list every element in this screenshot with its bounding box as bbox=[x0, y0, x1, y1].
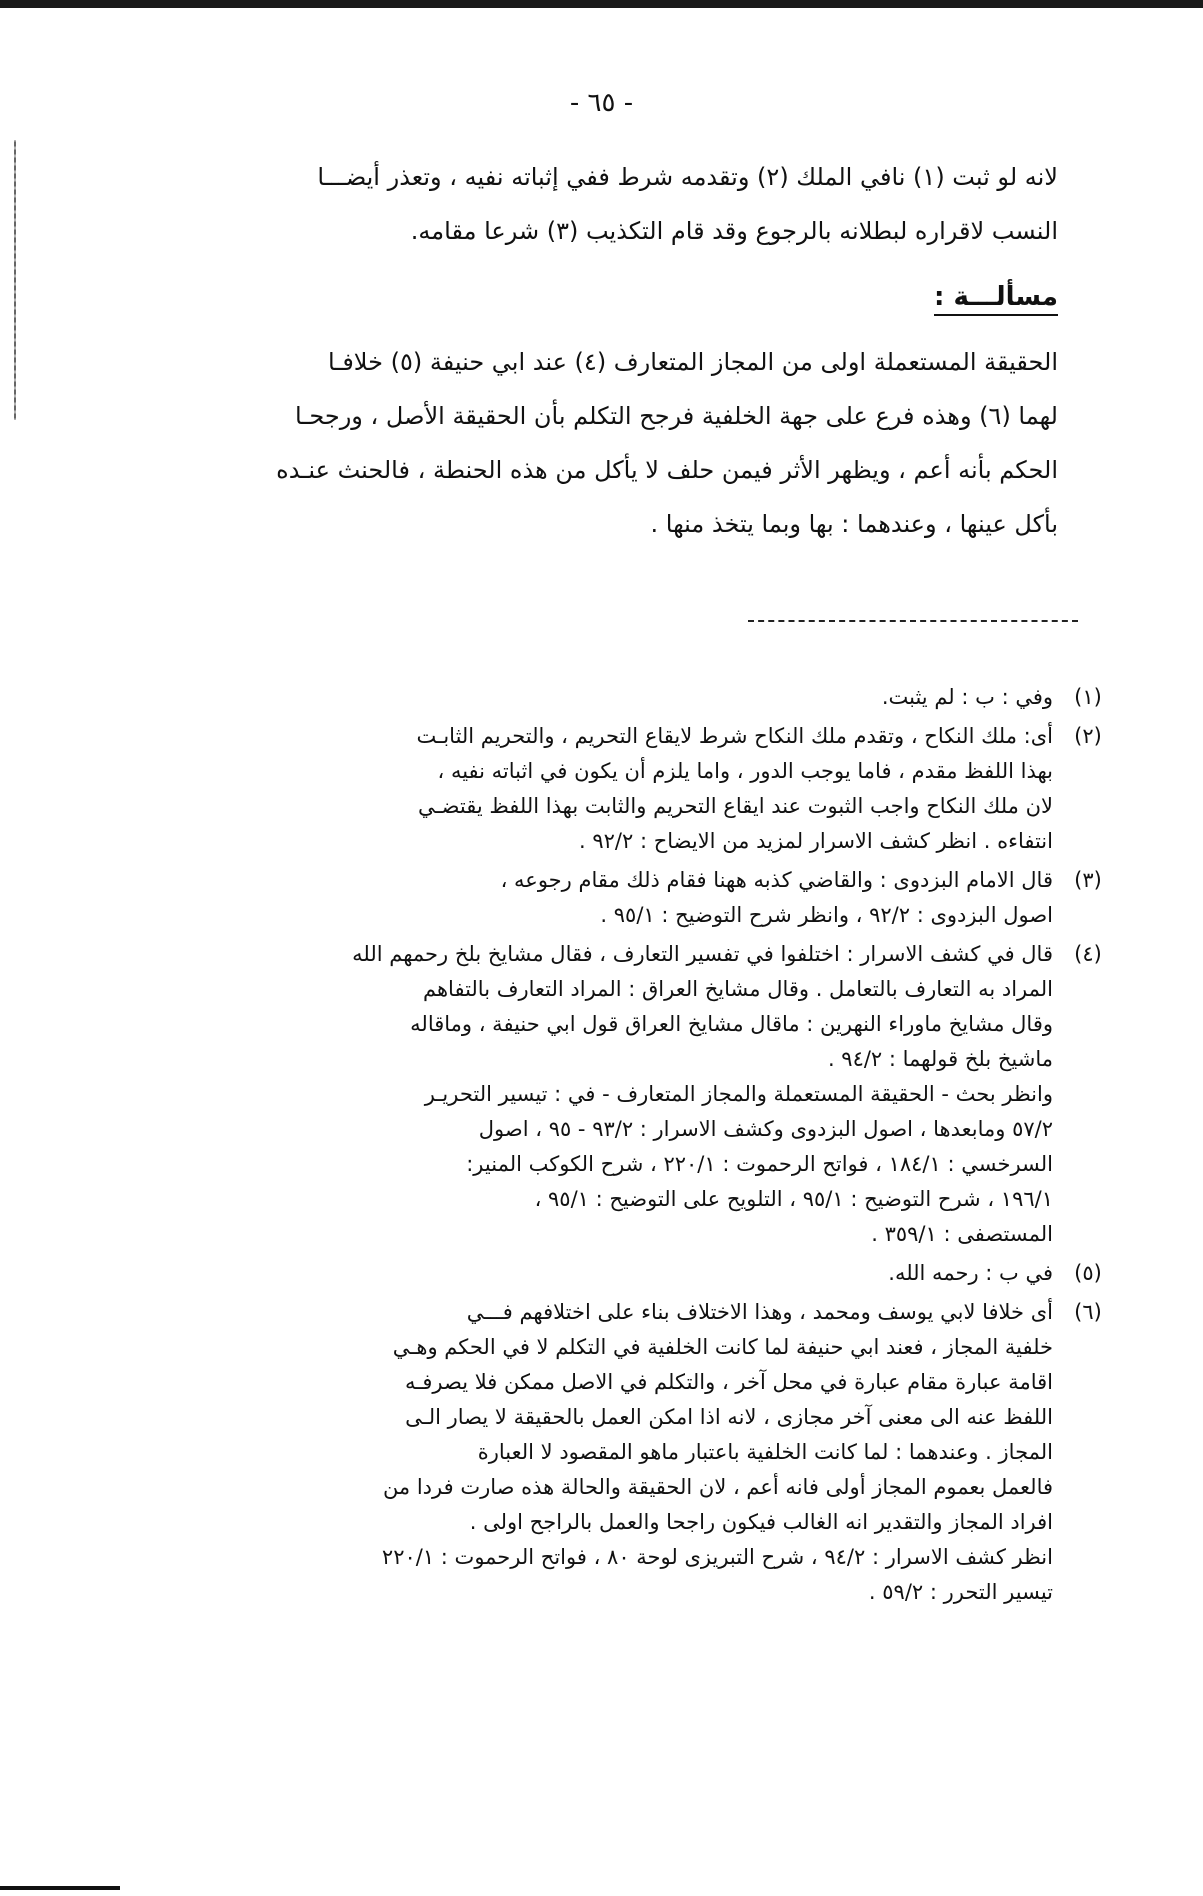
scan-top-border bbox=[0, 0, 1203, 8]
section-line: الحقيقة المستعملة اولى من المجاز المتعارف (٤) عند ابي حنيفة (٥) خلافـا bbox=[327, 348, 1058, 376]
page-number: - ٦٥ - bbox=[569, 88, 634, 118]
footnote-body bbox=[83, 1295, 1053, 1610]
footnote-line: وقال مشايخ ماوراء النهرين : ماقال مشايخ العراق قول ابي حنيفة ، وماقاله bbox=[410, 1012, 1053, 1036]
footnote-line: في ب : رحمه الله. bbox=[888, 1261, 1053, 1285]
footnote-separator bbox=[748, 620, 1078, 622]
footnote-line: أى: ملك النكاح ، وتقدم ملك النكاح شرط لايقاع التحريم ، والتحريم الثابـت bbox=[416, 724, 1053, 748]
section-line: بأكل عينها ، وعندهما : بها وبما يتخذ منها . bbox=[650, 510, 1058, 538]
footnote-line: ماشيخ بلخ قولهما : ٩٤/٢ . bbox=[827, 1047, 1053, 1071]
footnote-3 bbox=[83, 863, 1123, 933]
footnote-body bbox=[83, 719, 1053, 859]
footnote-number: (٦) bbox=[1074, 1300, 1102, 1324]
footnote-body bbox=[83, 1256, 1053, 1291]
intro-line: النسب لاقراره لبطلانه بالرجوع وقد قام التكذيب (٣) شرعا مقامه. bbox=[410, 217, 1058, 245]
footnote-number: (١) bbox=[1074, 685, 1102, 709]
intro-paragraph bbox=[158, 150, 1058, 258]
footnote-line: المجاز . وعندهما : لما كانت الخلفية باعتبار ماهو المقصود لا العبارة bbox=[477, 1440, 1053, 1464]
footnote-line: اصول البزدوى : ٩٢/٢ ، وانظر شرح التوضيح : ٩٥/١ . bbox=[600, 903, 1053, 927]
footnote-line: بهذا اللفظ مقدم ، فاما يوجب الدور ، واما يلزم أن يكون في اثباته نفيه ، bbox=[437, 759, 1053, 783]
footnote-line: انتفاءه . انظر كشف الاسرار لمزيد من الايضاح : ٩٢/٢ . bbox=[578, 829, 1053, 853]
footnote-line: لان ملك النكاح واجب الثبوت عند ايقاع التحريم والثابت بهذا اللفظ يقتضـي bbox=[418, 794, 1053, 818]
section-line: لهما (٦) وهذه فرع على جهة الخلفية فرجح التكلم بأن الحقيقة الأصل ، ورجحـا bbox=[295, 402, 1058, 430]
footnote-line: المراد به التعارف بالتعامل . وقال مشايخ العراق : المراد التعارف بالتفاهم bbox=[423, 977, 1053, 1001]
section-paragraph bbox=[158, 335, 1058, 551]
footnote-line: السرخسي : ١٨٤/١ ، فواتح الرحموت : ٢٢٠/١ ، شرح الكوكب المنير: bbox=[466, 1152, 1053, 1176]
footnote-line: اقامة عبارة مقام عبارة في محل آخر ، والتكلم في الاصل ممكن فلا يصرفـه bbox=[404, 1370, 1053, 1394]
footnote-body bbox=[83, 937, 1053, 1252]
footnote-line: فالعمل بعموم المجاز أولى فانه أعم ، لان الحقيقة والحالة هذه صارت فردا من bbox=[382, 1475, 1053, 1499]
footnote-line: قال الامام البزدوى : والقاضي كذبه ههنا فقام ذلك مقام رجوعه ، bbox=[500, 868, 1053, 892]
footnote-6 bbox=[83, 1295, 1123, 1610]
footnote-number: (٣) bbox=[1074, 868, 1102, 892]
footnote-number: (٢) bbox=[1074, 724, 1102, 748]
footnotes bbox=[83, 680, 1123, 1614]
footnote-line: المستصفى : ٣٥٩/١ . bbox=[871, 1222, 1053, 1246]
intro-line: لانه لو ثبت (١) نافي الملك (٢) وتقدمه شرط ففي إثباته نفيه ، وتعذر أيضـــا bbox=[317, 163, 1058, 191]
footnote-line: انظر كشف الاسرار : ٩٤/٢ ، شرح التبريزى لوحة ٨٠ ، فواتح الرحموت : ٢٢٠/١ bbox=[381, 1545, 1053, 1569]
footnote-1 bbox=[83, 680, 1123, 715]
footnote-body bbox=[83, 863, 1053, 933]
footnote-line: قال في كشف الاسرار : اختلفوا في تفسير التعارف ، فقال مشايخ بلخ رحمهم الله bbox=[352, 942, 1053, 966]
footnote-line: ١٩٦/١ ، شرح التوضيح : ٩٥/١ ، التلويح على التوضيح : ٩٥/١ ، bbox=[534, 1187, 1053, 1211]
footnote-line: ٥٧/٢ ومابعدها ، اصول البزدوى وكشف الاسرار : ٩٣/٢ - ٩٥ ، اصول bbox=[478, 1117, 1053, 1141]
scan-bottom-border bbox=[0, 1886, 120, 1890]
footnote-line: وفي : ب : لم يثبت. bbox=[881, 685, 1053, 709]
footnote-5 bbox=[83, 1256, 1123, 1291]
footnote-line: خلفية المجاز ، فعند ابي حنيفة لما كانت الخلفية في التكلم لا في الحكم وهـي bbox=[392, 1335, 1053, 1359]
footnote-4 bbox=[83, 937, 1123, 1252]
footnote-line: أى خلافا لابي يوسف ومحمد ، وهذا الاختلاف بناء على اختلافهم فـــي bbox=[466, 1300, 1053, 1324]
footnote-body bbox=[83, 680, 1053, 715]
footnote-number: (٥) bbox=[1074, 1261, 1102, 1285]
section-line: الحكم بأنه أعم ، ويظهر الأثر فيمن حلف لا يأكل من هذه الحنطة ، فالحنث عنـده bbox=[276, 456, 1058, 484]
section-title: مسألـــة : bbox=[934, 282, 1058, 316]
footnote-2 bbox=[83, 719, 1123, 859]
footnote-line: افراد المجاز والتقدير انه الغالب فيكون راجحا والعمل بالراجح اولى . bbox=[469, 1510, 1053, 1534]
footnote-line: وانظر بحث - الحقيقة المستعملة والمجاز المتعارف - في : تيسير التحريـر bbox=[424, 1082, 1053, 1106]
footnote-line: تيسير التحرر : ٥٩/٢ . bbox=[868, 1580, 1053, 1604]
footnote-line: اللفظ عنه الى معنى آخر مجازى ، لانه اذا امكن العمل بالحقيقة لا يصار الـى bbox=[405, 1405, 1053, 1429]
scan-margin-speckle bbox=[14, 140, 16, 420]
footnote-number: (٤) bbox=[1074, 942, 1102, 966]
